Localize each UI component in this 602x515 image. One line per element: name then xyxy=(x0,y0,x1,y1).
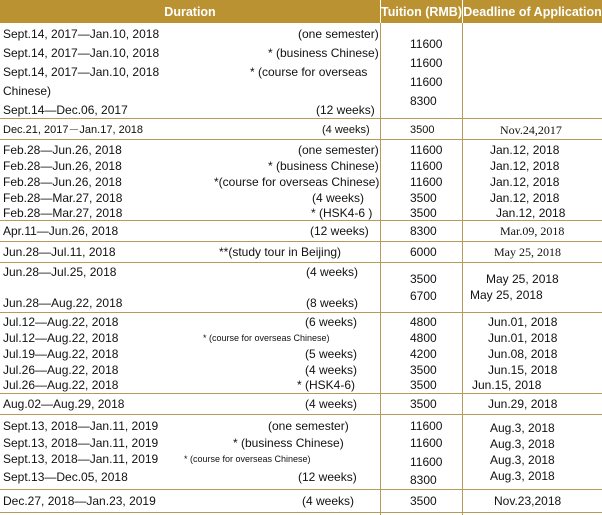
row-6-note: (one semester) xyxy=(298,143,379,157)
row-12-fee: 6000 xyxy=(410,245,437,259)
row-12-dates: Jun.28—Jul.11, 2018 xyxy=(3,245,116,259)
row-11-dates: Apr.11—Jun.26, 2018 xyxy=(3,224,119,238)
row-21-fee: 11600 xyxy=(410,419,443,433)
row-9-deadline: Jan.12, 2018 xyxy=(490,191,560,205)
row-4-fee: 8300 xyxy=(410,94,437,108)
row-3-dates: Sept.14, 2017—Jan.10, 2018 xyxy=(3,65,160,79)
row-14-note: (8 weeks) xyxy=(306,296,359,310)
row-19-note: * (HSK4-6) xyxy=(297,378,356,392)
row-20-fee: 3500 xyxy=(410,397,437,411)
row-16-deadline: Jun.01, 2018 xyxy=(488,331,558,345)
row-15-deadline: Jun.01, 2018 xyxy=(488,315,558,329)
row-7-dates: Feb.28—Jun.26, 2018 xyxy=(3,159,122,173)
row-9-dates: Feb.28—Mar.27, 2018 xyxy=(3,191,123,205)
row-15-note: (6 weeks) xyxy=(305,315,358,329)
row-13-note: (4 weeks) xyxy=(306,265,359,279)
row-22-dates: Sept.13, 2018—Jan.11, 2019 xyxy=(3,436,159,450)
row-1-note: (one semester) xyxy=(298,27,379,41)
row-8-dates: Feb.28—Jun.26, 2018 xyxy=(3,175,122,189)
row-13-fee: 3500 xyxy=(410,272,437,286)
row-25-dates: Dec.27, 2018—Jan.23, 2019 xyxy=(3,494,156,508)
row-21-note: (one semester) xyxy=(268,419,349,433)
row-23-deadline: Aug.3, 2018 xyxy=(490,453,555,467)
row-14-deadline: May 25, 2018 xyxy=(470,288,543,302)
row-14-dates: Jun.28—Aug.22, 2018 xyxy=(3,296,123,310)
row-24-deadline: Aug.3, 2018 xyxy=(490,469,555,483)
row-1-fee: 11600 xyxy=(410,37,443,51)
row-16-fee: 4800 xyxy=(410,331,437,345)
row-16-note: * (course for overseas Chinese) xyxy=(203,333,330,343)
row-6-dates: Feb.28—Jun.26, 2018 xyxy=(3,143,122,157)
row-25-fee: 3500 xyxy=(410,494,437,508)
row-11-fee: 8300 xyxy=(410,224,437,238)
row-6-deadline: Jan.12, 2018 xyxy=(490,143,560,157)
header-duration: Duration xyxy=(0,0,380,23)
row-13-deadline: May 25, 2018 xyxy=(486,272,559,286)
row-10-deadline: Jan.12, 2018 xyxy=(496,206,566,220)
row-10-fee: 3500 xyxy=(410,206,437,220)
row-5-dates: Dec.21, 2017－Jan.17, 2018 xyxy=(3,124,144,136)
column-divider xyxy=(462,23,463,515)
row-2-fee: 11600 xyxy=(410,56,443,70)
header-deadline: Deadline of Application xyxy=(463,0,602,23)
row-16-dates: Jul.12—Aug.22, 2018 xyxy=(3,331,119,345)
row-12-deadline: May 25, 2018 xyxy=(494,245,561,259)
row-3-note: * (course for overseas xyxy=(250,65,368,79)
row-1-dates: Sept.14, 2017—Jan.10, 2018 xyxy=(3,27,160,41)
row-18-dates: Jul.26—Aug.22, 2018 xyxy=(3,363,119,377)
row-22-fee: 11600 xyxy=(410,436,443,450)
row-12-note: **(study tour in Beijing) xyxy=(219,245,342,259)
row-20-deadline: Jun.29, 2018 xyxy=(488,397,558,411)
row-9-note: (4 weeks) xyxy=(312,191,365,205)
row-17-deadline: Jun.08, 2018 xyxy=(488,347,558,361)
row-22-deadline: Aug.3, 2018 xyxy=(490,437,555,451)
row-2-note: * (business Chinese) xyxy=(268,46,379,60)
row-23-note: * (course for overseas Chinese) xyxy=(184,454,311,464)
row-23-dates: Sept.13, 2018—Jan.11, 2019 xyxy=(3,452,159,466)
row-14-fee: 6700 xyxy=(410,289,437,303)
row-4-note: (12 weeks) xyxy=(316,103,375,117)
row-10-note: * (HSK4-6 ) xyxy=(311,206,373,220)
row-11-note: (12 weeks) xyxy=(310,224,369,238)
row-21-dates: Sept.13, 2018—Jan.11, 2019 xyxy=(3,419,159,433)
row-5-deadline: Nov.24,2017 xyxy=(500,123,562,137)
row-17-fee: 4200 xyxy=(410,347,437,361)
row-23-fee: 11600 xyxy=(410,455,443,469)
row-18-fee: 3500 xyxy=(410,363,437,377)
row-15-dates: Jul.12—Aug.22, 2018 xyxy=(3,315,119,329)
row-3-note-cont: Chinese) xyxy=(3,84,52,98)
row-25-deadline: Nov.23,2018 xyxy=(494,494,562,508)
row-3-fee: 11600 xyxy=(410,75,443,89)
row-4-dates: Sept.14—Dec.06, 2017 xyxy=(3,103,128,117)
row-21-deadline: Aug.3, 2018 xyxy=(490,421,555,435)
row-7-deadline: Jan.12, 2018 xyxy=(490,159,560,173)
row-13-dates: Jun.28—Jul.25, 2018 xyxy=(3,265,117,279)
header-tuition: Tuition (RMB) xyxy=(381,0,462,23)
row-5-fee: 3500 xyxy=(410,124,435,136)
row-20-note: (4 weeks) xyxy=(305,397,358,411)
row-17-note: (5 weeks) xyxy=(305,347,358,361)
row-8-note: *(course for overseas Chinese) xyxy=(214,175,380,189)
row-7-note: * (business Chinese) xyxy=(268,159,379,173)
row-22-note: * (business Chinese) xyxy=(233,436,344,450)
row-24-note: (12 weeks) xyxy=(298,470,357,484)
column-divider xyxy=(380,23,381,515)
row-20-dates: Aug.02—Aug.29, 2018 xyxy=(3,397,125,411)
row-7-fee: 11600 xyxy=(410,159,443,173)
row-5-note: (4 weeks) xyxy=(322,124,370,136)
row-6-fee: 11600 xyxy=(410,143,443,157)
row-19-dates: Jul.26—Aug.22, 2018 xyxy=(3,378,119,392)
row-19-deadline: Jun.15, 2018 xyxy=(472,378,542,392)
row-24-fee: 8300 xyxy=(410,473,437,487)
row-9-fee: 3500 xyxy=(410,191,437,205)
row-17-dates: Jul.19—Aug.22, 2018 xyxy=(3,347,119,361)
row-15-fee: 4800 xyxy=(410,315,437,329)
row-25-note: (4 weeks) xyxy=(302,494,355,508)
row-8-fee: 11600 xyxy=(410,175,443,189)
row-19-fee: 3500 xyxy=(410,378,437,392)
row-18-note: (4 weeks) xyxy=(305,363,358,377)
row-11-deadline: Mar.09, 2018 xyxy=(500,224,565,238)
row-2-dates: Sept.14, 2017—Jan.10, 2018 xyxy=(3,46,160,60)
row-8-deadline: Jan.12, 2018 xyxy=(490,175,560,189)
row-18-deadline: Jun.15, 2018 xyxy=(488,363,558,377)
row-10-dates: Feb.28—Mar.27, 2018 xyxy=(3,206,123,220)
row-24-dates: Sept.13—Dec.05, 2018 xyxy=(3,470,128,484)
